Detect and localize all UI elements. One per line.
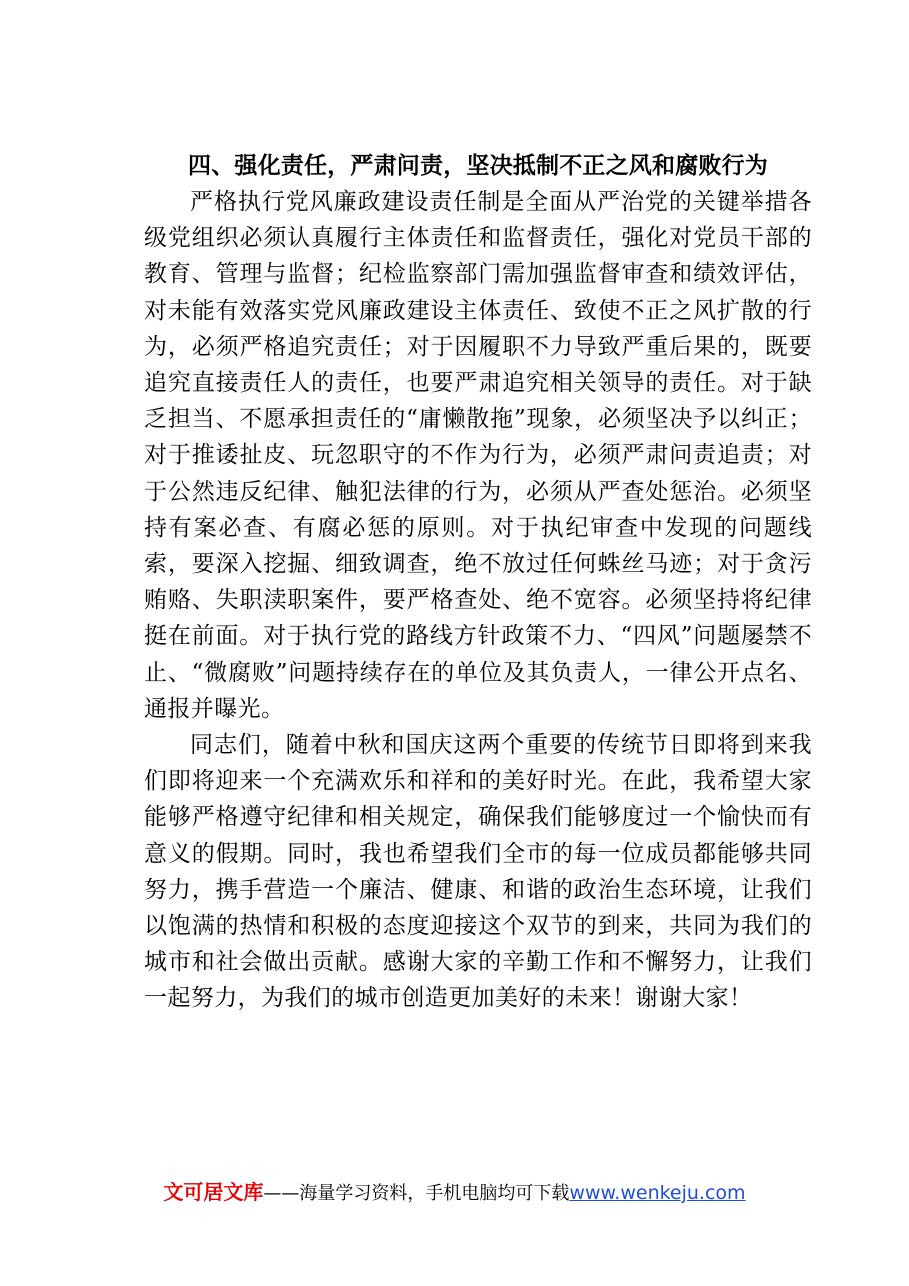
- footer-tagline: ——海量学习资料，手机电脑均可下载: [263, 1183, 570, 1204]
- footer-brand: 文可居文库: [163, 1180, 264, 1204]
- footer-website-link[interactable]: www.wenkeju.com: [569, 1182, 746, 1204]
- paragraph-accountability: 严格执行党风廉政建设责任制是全面从严治党的关键举措各级党组织必须认真履行主体责任和监督责任，强化对党员干部的教育、管理与监督；纪检监察部门需加强监督审查和绩效评估，对未能有效落实党风廉政建设主体责任、致使不正之风扩散的行为，必须严格追究责任；对于因履职不力导致严重后果的，既要追究直接责任人的责任，也要严肃追究相关领导的责任。对于缺乏担当、不愿承担责任的“庸懒散拖”现象，必须坚决予以纠正；对于推诿扯皮、玩忽职守的不作为行为，必须严肃问责追责；对于公然违反纪律、触犯法律的行为，必须从严查处惩治。必须坚持有案必查、有腐必惩的原则。对于执纪审查中发现的问题线索，要深入挖掘、细致调查，绝不放过任何蛛丝马迹；对于贪污贿赂、失职渎职案件，要严格查处、绝不宽容。必须坚持将纪律挺在前面。对于执行党的路线方针政策不力、“四风”问题屡禁不止、“微腐败”问题持续存在的单位及其负责人，一律公开点名、通报并曝光。: [144, 189, 812, 722]
- section-heading: 四、强化责任，严肃问责，坚决抵制不正之风和腐败行为: [188, 153, 768, 179]
- footer-banner: [0, 1179, 909, 1207]
- paragraph-closing-remarks: 同志们，随着中秋和国庆这两个重要的传统节日即将到来我们即将迎来一个充满欢乐和祥和的美好时光。在此，我希望大家能够严格遵守纪律和相关规定，确保我们能够度过一个愉快而有意义的假期。同时，我也希望我们全市的每一位成员都能够共同努力，携手营造一个廉洁、健康、和谐的政治生态环境，让我们以饱满的热情和积极的态度迎接这个双节的到来，共同为我们的城市和社会做出贡献。感谢大家的辛勤工作和不懈努力，让我们一起努力，为我们的城市创造更加美好的未来！谢谢大家！: [144, 732, 812, 1012]
- document-body: [144, 148, 812, 1017]
